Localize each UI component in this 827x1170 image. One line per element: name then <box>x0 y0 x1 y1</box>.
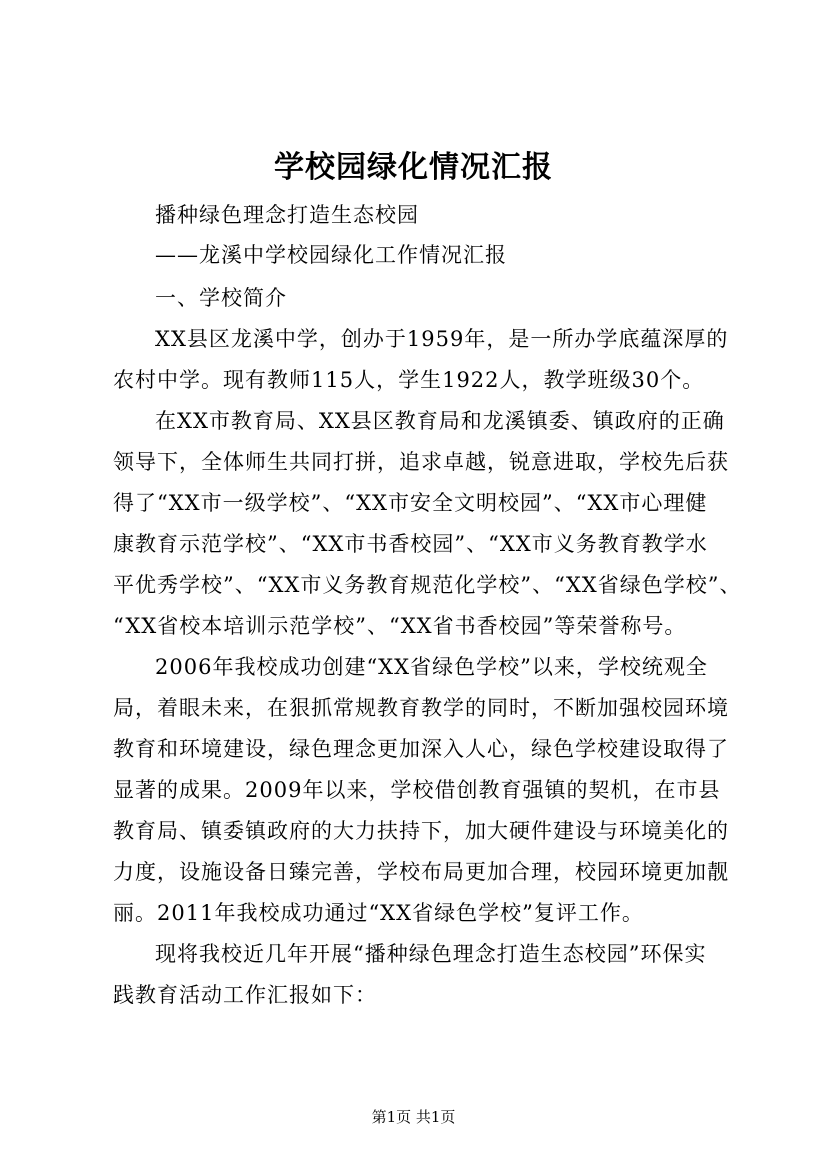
section-heading: 一、学校简介 <box>155 286 287 310</box>
paragraph-line: 得了“XX市一级学校”、“XX市安全文明校园”、“XX市心理健 <box>113 491 708 515</box>
subtitle-line: 播种绿色理念打造生态校园 <box>155 203 419 227</box>
paragraph-line: 领导下，全体师生共同打拼，追求卓越，锐意进取，学校先后获 <box>113 450 729 474</box>
paragraph-line: 2006年我校成功创建“XX省绿色学校”以来，学校统观全 <box>155 655 708 679</box>
paragraph-line: 教育局、镇委镇政府的大力扶持下，加大硬件建设与环境美化的 <box>113 819 729 843</box>
paragraph-line: 康教育示范学校”、“XX市书香校园”、“XX市义务教育教学水 <box>113 532 708 556</box>
paragraph-line: 在XX市教育局、XX县区教育局和龙溪镇委、镇政府的正确 <box>155 409 725 433</box>
page-footer: 第1页 共1页 <box>371 1108 456 1126</box>
document-title: 学校园绿化情况汇报 <box>274 150 553 185</box>
paragraph-line: “XX省校本培训示范学校”、“XX省书香校园”等荣誉称号。 <box>113 614 687 638</box>
paragraph-line: 践教育活动工作汇报如下： <box>113 983 377 1007</box>
paragraph-line: 平优秀学校”、“XX市义务教育规范化学校”、“XX省绿色学校”、 <box>113 573 742 597</box>
paragraph-line: 局，着眼未来，在狠抓常规教育教学的同时，不断加强校园环境 <box>113 696 729 720</box>
paragraph-line: 农村中学。现有教师115人，学生1922人，教学班级30个。 <box>113 368 705 392</box>
paragraph-line: XX县区龙溪中学，创办于1959年，是一所办学底蕴深厚的 <box>155 327 729 351</box>
subtitle-dash-line: ——龙溪中学校园绿化工作情况汇报 <box>155 243 507 267</box>
paragraph-line: 显著的成果。2009年以来，学校借创教育强镇的契机，在市县 <box>113 778 721 802</box>
paragraph-line: 现将我校近几年开展“播种绿色理念打造生态校园”环保实 <box>155 942 707 966</box>
paragraph-line: 教育和环境建设，绿色理念更加深入人心，绿色学校建设取得了 <box>113 737 729 761</box>
paragraph-line: 丽。2011年我校成功通过“XX省绿色学校”复评工作。 <box>113 901 644 925</box>
paragraph-line: 力度，设施设备日臻完善，学校布局更加合理，校园环境更加靓 <box>113 860 729 884</box>
